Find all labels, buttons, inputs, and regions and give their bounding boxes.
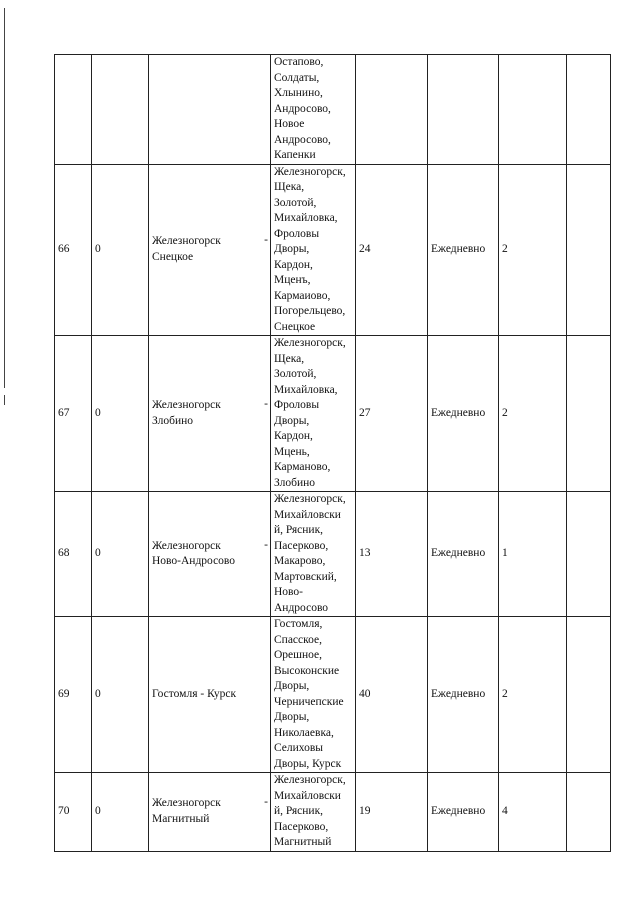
route-name-cell [149,336,271,492]
table-row [55,617,611,773]
page-margin-line [4,8,5,388]
route-stops-cell [271,336,356,492]
table-row [55,164,611,336]
route-stop: Михайловка, [274,212,338,224]
route-stop: Мценъ, [274,274,311,286]
route-stops-cell [271,55,356,165]
route-name-line: Железногорск [152,539,221,552]
route-stop: Снецкое [274,320,316,333]
route-stops-cell [271,164,356,336]
route-stop: Капенки [274,149,316,161]
route-extra-cell [567,617,611,773]
route-distance-cell: 24 [356,164,428,336]
route-stop: Мартовский, [274,570,337,583]
route-name-line: Магнитный [152,812,210,825]
route-stop: Дворы, [274,680,310,692]
routes-table [54,54,611,852]
route-extra-cell [567,336,611,492]
route-stop: Новое [274,118,305,130]
route-name-dash: - [264,538,268,551]
route-stop: Золотой, [274,196,317,209]
route-stop: Пасерково, [274,820,329,833]
route-stop: Высоконские [274,664,340,677]
route-stop: Гостомля, [274,618,323,630]
route-extra-cell [567,773,611,852]
route-code-cell [92,55,149,165]
route-name-line: Железногорск [152,797,221,810]
route-number-cell: 70 [55,773,92,852]
route-name [152,796,267,827]
route-stop: Дворы, [274,711,310,723]
route-distance-cell [356,55,428,165]
route-stop: Карманово, [274,461,331,473]
route-name-cell [149,617,271,773]
route-stop: Михайловски [274,508,341,521]
table-row [55,773,611,852]
route-number-cell [55,55,92,165]
route-stop: Фроловы [274,227,320,240]
route-name-cell [149,55,271,165]
route-distance-cell: 19 [356,773,428,852]
route-name-dash: - [264,398,268,410]
route-stop: Кардон, [274,258,313,271]
route-stop: Погорельцево, [274,305,346,317]
route-name-line: Железногорск [152,399,221,411]
route-stop: Магнитный [274,836,332,848]
route-stop: Дворы, Курск [274,757,342,770]
route-number-cell: 66 [55,164,92,336]
route-stop: Щека, [274,352,305,365]
route-stop: Щека, [274,181,305,193]
route-name-line: Гостомля - Курск [152,687,237,700]
route-stop: Солдаты, [274,71,320,84]
route-stop: Железногорск, [274,337,346,349]
route-stop: Спасское, [274,633,323,646]
route-extra-cell [567,164,611,336]
route-distance-cell: 40 [356,617,428,773]
route-name-cell [149,773,271,852]
table-row [55,492,611,617]
route-stop: Ново- [274,586,303,598]
route-stop: Хлынино, [274,87,323,99]
route-trips-cell [499,55,567,165]
route-number-cell: 69 [55,617,92,773]
route-stop: Дворы, [274,414,310,427]
route-stop: Злобино [274,476,316,489]
route-number-cell: 68 [55,492,92,617]
route-stop: Остапово, [274,56,324,68]
route-stop: й, Рясник, [274,805,324,817]
table-row [55,336,611,492]
route-stops-cell [271,773,356,852]
table-row [55,55,611,165]
route-number-cell: 67 [55,336,92,492]
route-name [152,398,267,429]
route-code-cell: 0 [92,336,149,492]
route-trips-cell: 4 [499,773,567,852]
route-stop: Андросово [274,601,329,614]
route-trips-cell: 1 [499,492,567,617]
route-stop: Железногорск, [274,493,346,505]
route-schedule-cell: Ежедневно [428,773,499,852]
route-stops-cell [271,617,356,773]
route-code-cell: 0 [92,773,149,852]
route-name-line: Ново-Андросово [152,555,236,567]
route-name-cell [149,492,271,617]
route-trips-cell: 2 [499,336,567,492]
route-stops-cell [271,492,356,617]
route-stop: Михайловка, [274,383,338,396]
route-stop: Андросово, [274,102,331,115]
route-stop: Николаевка, [274,726,334,739]
route-code-cell: 0 [92,617,149,773]
route-trips-cell: 2 [499,164,567,336]
route-stop: Черничепские [274,695,344,708]
route-stop: Кармаиово, [274,289,331,302]
route-schedule-cell: Ежедневно [428,164,499,336]
route-stop: Золотой, [274,368,317,380]
route-extra-cell [567,492,611,617]
route-stop: Макарово, [274,555,326,567]
route-stop: Андросово, [274,133,331,146]
route-trips-cell: 2 [499,617,567,773]
route-name [152,687,267,703]
route-stop: Дворы, [274,243,310,255]
route-distance-cell: 27 [356,336,428,492]
route-stop: Мцень, [274,445,310,458]
route-schedule-cell: Ежедневно [428,617,499,773]
route-stop: Железногорск, [274,774,346,786]
route-schedule-cell [428,55,499,165]
route-name-dash: - [264,234,268,247]
route-stop: Кардон, [274,430,313,442]
route-code-cell: 0 [92,492,149,617]
route-name-line: Железногорск [152,235,221,248]
route-stop: Фроловы [274,399,320,411]
routes-table-body [55,55,611,852]
page-margin-mark [4,395,5,405]
route-stop: Селиховы [274,742,324,754]
route-distance-cell: 13 [356,492,428,617]
route-schedule-cell: Ежедневно [428,336,499,492]
route-name [152,539,267,570]
route-name-line: Злобино [152,414,194,427]
route-stop: Железногорск, [274,165,346,178]
route-stop: Пасерково, [274,539,329,552]
route-name-cell [149,164,271,336]
route-stop: й, Рясник, [274,524,324,536]
route-name-line: Снецкое [152,250,194,263]
route-name [152,234,267,265]
route-stop: Михайловски [274,789,341,802]
route-code-cell: 0 [92,164,149,336]
route-schedule-cell: Ежедневно [428,492,499,617]
route-stop: Орешное, [274,649,323,661]
route-extra-cell [567,55,611,165]
route-name-dash: - [264,796,268,809]
